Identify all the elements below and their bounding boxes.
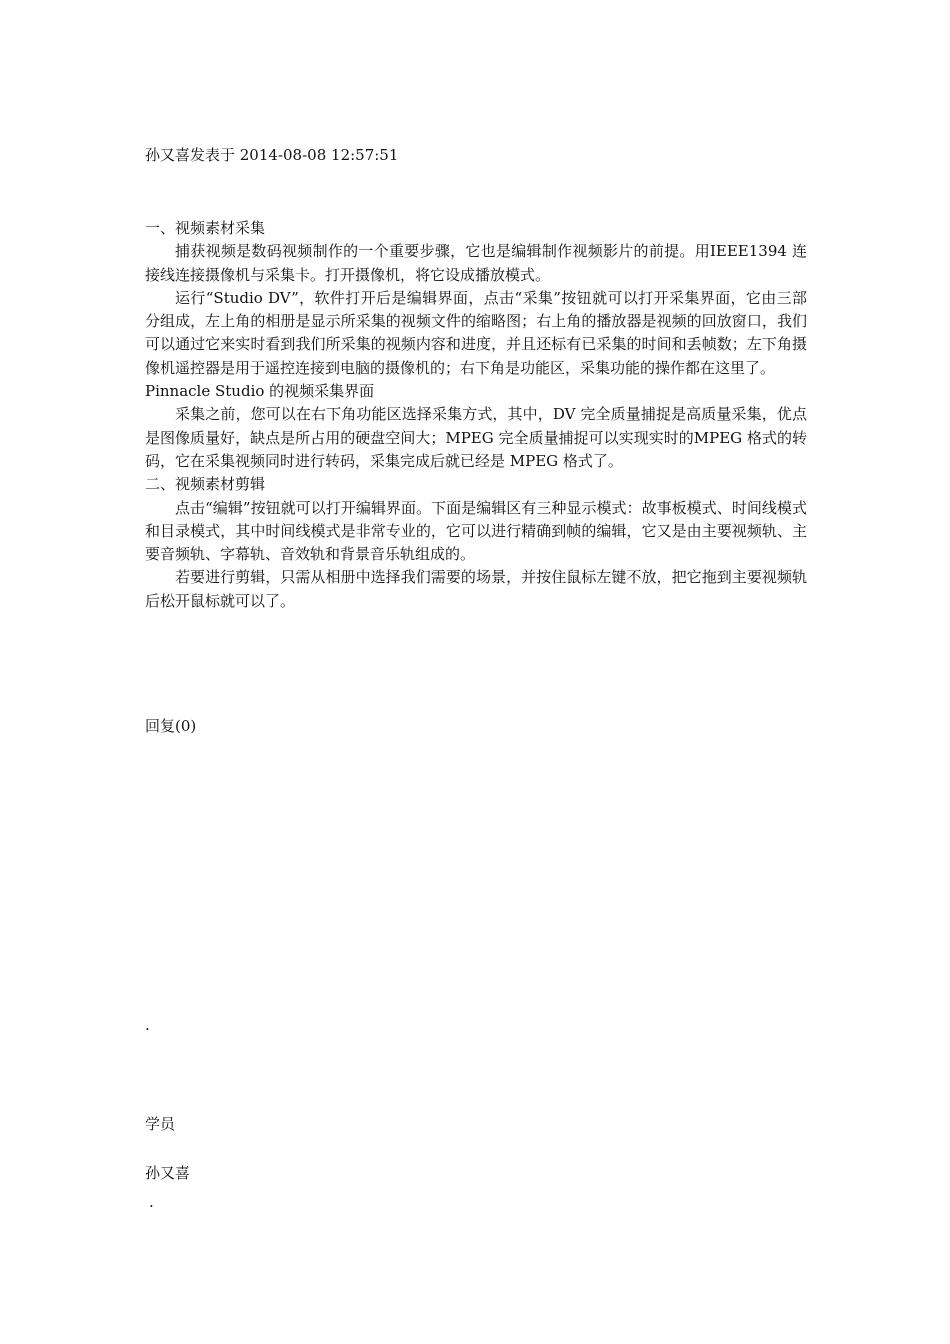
section-heading-edit: 二、视频素材剪辑 [145,475,266,494]
post-meta: 孙又喜发表于 2014-08-08 12:57:51 [145,146,399,164]
author-role: 学员 [145,1115,176,1133]
paragraph-edit-modes: 点击“编辑”按钮就可以打开编辑界面。下面是编辑区有三种显示模式：故事板模式、时间线模式和目录模式，其中时间线模式是非常专业的，它可以进行精确到帧的编辑，它又是由主要视频轨、主要音频轨、字幕轨、音效轨和背景音乐轨组成的。 [145,498,807,564]
author-name: 孙又喜 [145,1164,191,1182]
section-heading-capture: 一、视频素材采集 [145,219,266,237]
paragraph-edit-drag: 若要进行剪辑，只需从相册中选择我们需要的场景，并按住鼠标左键不放，把它拖到主要视频轨后松开鼠标就可以了。 [145,568,807,610]
separator-dot: . [145,1016,150,1034]
paragraph-capture-intro: 捕获视频是数码视频制作的一个重要步骤，它也是编辑制作视频影片的前提。用IEEE1394 连接线连接摄像机与采集卡。打开摄像机，将它设成播放模式。 [145,242,807,284]
article-body [145,217,807,613]
reply-link[interactable]: 回复(0) [145,717,197,735]
separator-dot: . [149,1193,154,1211]
figure-caption: Pinnacle Studio 的视频采集界面 [145,382,375,401]
paragraph-capture-mode: 采集之前，您可以在右下角功能区选择采集方式，其中，DV 完全质量捕捉是高质量采集，优点是图像质量好，缺点是所占用的硬盘空间大；MPEG 完全质量捕捉可以实现实时的MPEG 格式的转码，它在采集视频同时进行转码，采集完成后就已经是 MPEG 格式了。 [145,405,807,470]
paragraph-studio-dv: 运行“Studio DV”，软件打开后是编辑界面，点击“采集”按钮就可以打开采集界面，它由三部分组成，左上角的相册是显示所采集的视频文件的缩略图；右上角的播放器是视频的回放窗口，我们可以通过它来实时看到我们所采集的视频内容和进度，并且还标有已采集的时间和丢帧数；左下角摄像机遥控器是用于遥控连接到电脑的摄像机的；右下角是功能区，采集功能的操作都在这里了。 [145,288,807,377]
